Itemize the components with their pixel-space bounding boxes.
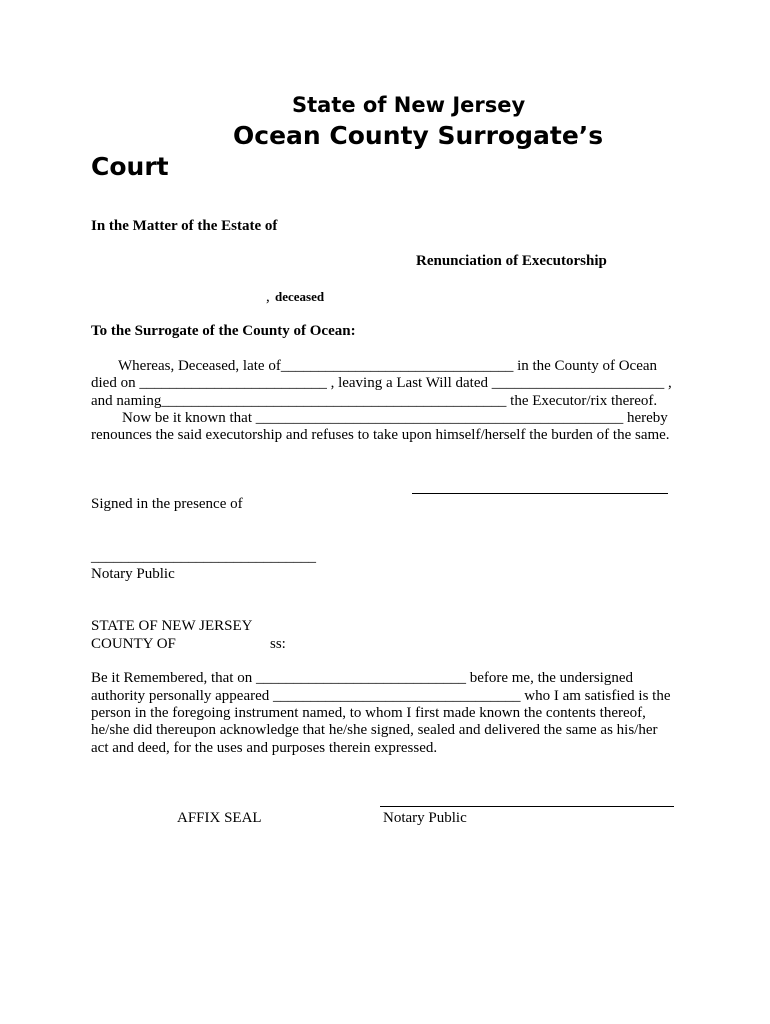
notary-signature-line: ______________________________ xyxy=(91,549,316,565)
court-heading-continued: Court xyxy=(91,152,169,181)
body-line-2: died on _________________________ , leaving a Last Will dated _______________________ , xyxy=(91,375,672,391)
estate-matter-label: In the Matter of the Estate of xyxy=(91,218,278,234)
venue-ss: ss: xyxy=(270,636,286,652)
state-heading: State of New Jersey xyxy=(292,93,526,117)
ack-line-1: Be it Remembered, that on ____________________________ before me, the undersigned xyxy=(91,670,633,686)
venue-county: COUNTY OF xyxy=(91,636,176,652)
notary-footer-signature-line xyxy=(380,806,674,807)
body-line-1: Whereas, Deceased, late of_______________________________ in the County of Ocean xyxy=(118,358,658,374)
body-line-3: and naming______________________________________________ the Executor/rix thereof. xyxy=(91,393,658,409)
document-title: Renunciation of Executorship xyxy=(416,253,607,269)
ack-line-2: authority personally appeared _________________________________ who I am satisfied is the xyxy=(91,688,671,704)
footer-notary-label: Notary Public xyxy=(383,810,467,826)
deceased-label: deceased xyxy=(275,289,325,304)
body-line-4: Now be it known that _________________________________________________ hereby xyxy=(122,410,668,426)
notary-public-label: Notary Public xyxy=(91,566,175,582)
body-line-5: renounces the said executorship and refuses to take upon himself/herself the burden of the same. xyxy=(91,427,670,443)
venue-state: STATE OF NEW JERSEY xyxy=(91,618,253,634)
ack-line-3: person in the foregoing instrument named, to whom I first made known the contents thereof, xyxy=(91,705,646,721)
court-heading: Ocean County Surrogate’s xyxy=(233,121,604,150)
deceased-comma: , xyxy=(266,289,270,305)
surrogate-address: To the Surrogate of the County of Ocean: xyxy=(91,323,356,339)
ack-line-4: he/she did thereupon acknowledge that he/she signed, sealed and delivered the same as his/her xyxy=(91,722,658,738)
renouncer-signature-line xyxy=(412,493,668,494)
signed-presence-label: Signed in the presence of xyxy=(91,496,243,512)
affix-seal-label: AFFIX SEAL xyxy=(177,810,262,826)
ack-line-5: act and deed, for the uses and purposes therein expressed. xyxy=(91,740,438,756)
